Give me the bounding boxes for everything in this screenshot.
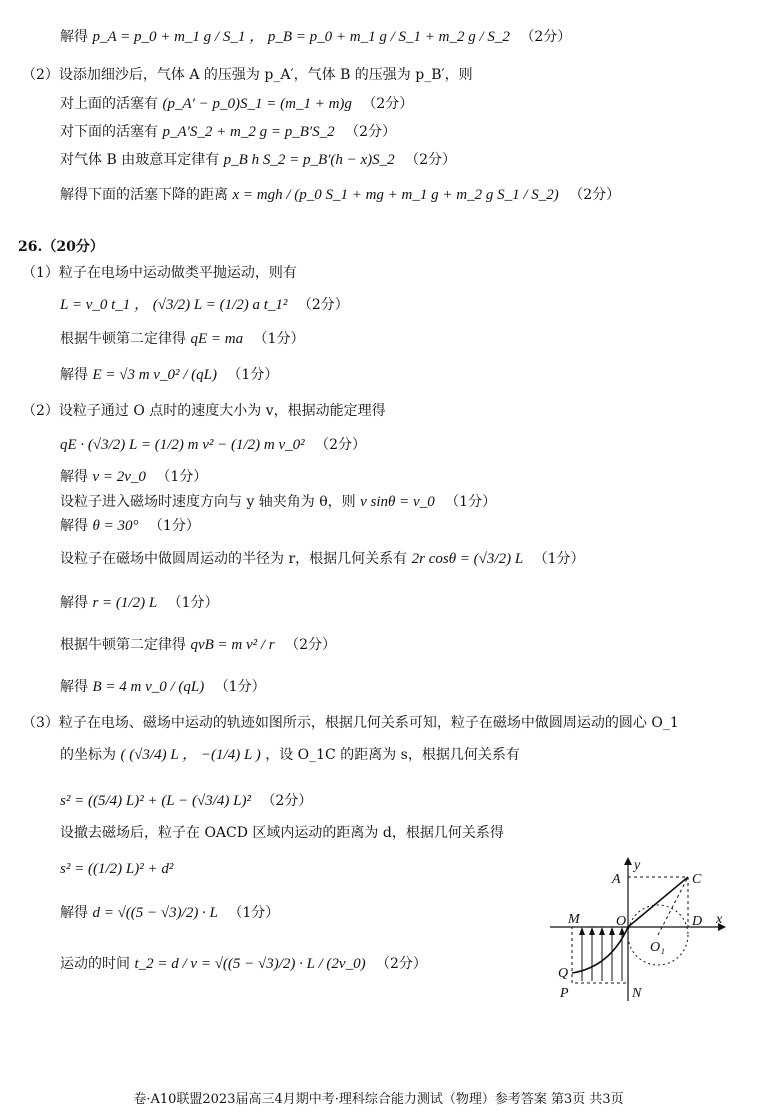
label-d: D: [692, 914, 703, 929]
line-1-points: （2分）: [520, 29, 572, 45]
field-arrows: [582, 931, 622, 981]
label-n: N: [632, 986, 642, 1001]
line-13-math: qE · (√3/2) L = (1/2) m v² − (1/2) m v_0²: [60, 437, 305, 453]
line-3-points: （2分）: [362, 96, 414, 112]
line-26-points: （1分）: [228, 905, 280, 921]
line-11-points: （1分）: [227, 367, 279, 383]
line-23-math: s² = ((5/4) L)² + (L − (√3/4) L)²: [60, 793, 251, 809]
line-20: [60, 678, 266, 696]
line-8: （1）粒子在电场中运动做类平抛运动，则有: [22, 265, 297, 281]
line-9-points: （2分）: [297, 297, 349, 313]
line-19-points: （2分）: [285, 637, 337, 653]
line-26-math: d = √((5 − √3)/2) · L: [92, 905, 218, 921]
line-9-math: L = v_0 t_1 ， (√3/2) L = (1/2) a t_1²: [60, 297, 288, 313]
question-26-heading: 26.（20分）: [18, 239, 104, 255]
line-3-math: (p_A′ − p_0)S_1 = (m_1 + m)g: [162, 96, 352, 112]
line-25-math: s² = ((1/2) L)² + d²: [60, 861, 174, 877]
line-27-points: （2分）: [376, 956, 427, 972]
line-6-label: 解得下面的活塞下降的距离: [60, 187, 228, 203]
line-16-label: 解得: [60, 518, 88, 534]
line-1: [60, 28, 571, 46]
label-m: M: [568, 912, 580, 927]
line-15-label: 设粒子进入磁场时速度方向与 y 轴夹角为 θ，则: [60, 494, 356, 510]
line-10-points: （1分）: [253, 331, 305, 347]
line-1-label: 解得: [60, 29, 88, 45]
line-14-points: （1分）: [156, 469, 208, 485]
field-region: [572, 927, 628, 983]
line-20-math: B = 4 m v_0 / (qL): [92, 679, 205, 695]
line-25: [60, 860, 173, 878]
line-11-label: 解得: [60, 367, 88, 383]
line-22-label: 的坐标为: [60, 747, 116, 763]
o1-c-line: [658, 877, 688, 935]
line-18-label: 解得: [60, 595, 88, 611]
line-15-points: （1分）: [445, 494, 497, 510]
line-23-points: （2分）: [261, 793, 313, 809]
line-19-label: 根据牛顿第二定律得: [60, 637, 186, 653]
label-o1: O₁: [650, 940, 665, 955]
line-4-points: （2分）: [345, 124, 397, 140]
line-18: [60, 594, 219, 612]
line-11: [60, 366, 278, 384]
label-c: C: [692, 872, 702, 887]
line-4-math: p_A′S_2 + m_2 g = p_B′S_2: [162, 124, 335, 140]
line-17-points: （1分）: [533, 551, 585, 567]
line-27-math: t_2 = d / v = √((5 − √3)/2) · L / (2v_0): [134, 956, 366, 972]
line-10: [60, 330, 304, 348]
line-17-math: 2r cosθ = (√3/2) L: [411, 551, 524, 567]
line-15-math: v sinθ = v_0: [360, 494, 435, 510]
line-20-points: （1分）: [214, 679, 266, 695]
label-q: Q: [558, 966, 569, 981]
line-5-math: p_B h S_2 = p_B′(h − x)S_2: [223, 152, 395, 168]
line-26-label: 解得: [60, 905, 88, 921]
line-4-label: 对下面的活塞有: [60, 124, 158, 140]
line-15: [60, 493, 496, 511]
line-5-label: 对气体 B 由玻意耳定律有: [60, 152, 220, 168]
label-a: A: [612, 872, 621, 887]
line-24: 设撤去磁场后，粒子在 OACD 区域内运动的距离为 d，根据几何关系得: [60, 825, 504, 841]
line-26: [60, 904, 279, 922]
line-6: [60, 186, 620, 204]
line-6-math: x = mgh / (p_0 S_1 + mg + m_1 g + m_2 g S_1 / S_2): [232, 187, 559, 203]
line-13: [60, 436, 366, 454]
line-10-label: 根据牛顿第二定律得: [60, 331, 186, 347]
line-19-math: qvB = m v² / r: [190, 637, 275, 653]
line-12: （2）设粒子通过 O 点时的速度大小为 v，根据动能定理得: [22, 403, 386, 419]
label-o: O: [616, 914, 627, 929]
line-6-points: （2分）: [569, 187, 621, 203]
line-22-tail: ，设 O_1C 的距离为 s，根据几何关系有: [265, 747, 520, 763]
line-18-points: （1分）: [167, 595, 219, 611]
line-11-math: E = √3 m v_0² / (qL): [92, 367, 217, 383]
trajectory-figure: [540, 855, 730, 1005]
line-4: [60, 123, 396, 141]
label-y: y: [634, 858, 641, 873]
line-16-math: θ = 30°: [92, 518, 139, 534]
line-13-points: （2分）: [315, 437, 367, 453]
line-10-math: qE = ma: [190, 331, 244, 347]
line-2: （2）设添加细沙后，气体 A 的压强为 p_A′，气体 B 的压强为 p_B′，则: [22, 67, 473, 83]
line-3: [60, 95, 413, 113]
label-p: P: [560, 986, 569, 1001]
line-19: [60, 636, 336, 654]
line-1-math: p_A = p_0 + m_1 g / S_1 ， p_B = p_0 + m_1 g / S_1 + m_2 g / S_2: [92, 29, 510, 45]
line-17: [60, 550, 585, 568]
line-14-label: 解得: [60, 469, 88, 485]
line-3-label: 对上面的活塞有: [60, 96, 158, 112]
line-27: [60, 955, 427, 973]
straight-path: [628, 877, 688, 927]
line-16: [60, 517, 200, 535]
line-14-math: v = 2v_0: [92, 469, 146, 485]
line-18-math: r = (1/2) L: [92, 595, 158, 611]
line-16-points: （1分）: [148, 518, 200, 534]
line-23: [60, 792, 312, 810]
line-14: [60, 468, 207, 486]
line-27-label: 运动的时间: [60, 956, 130, 972]
line-22: [60, 746, 520, 764]
line-22-math: ( (√3/4) L ， −(1/4) L ): [120, 747, 261, 763]
line-9: [60, 296, 349, 314]
line-5: [60, 151, 456, 169]
line-5-points: （2分）: [405, 152, 457, 168]
label-x: x: [716, 912, 723, 927]
y-axis-arrow: [624, 857, 632, 865]
line-17-label: 设粒子在磁场中做圆周运动的半径为 r，根据几何关系有: [60, 551, 408, 567]
line-21: （3）粒子在电场、磁场中运动的轨迹如图所示，根据几何关系可知，粒子在磁场中做圆周运动的圆心 O_1: [22, 715, 679, 731]
line-20-label: 解得: [60, 679, 88, 695]
page-footer: 卷·A10联盟2023届高三4月期中考·理科综合能力测试（物理）参考答案 第3页 共3页: [133, 1092, 624, 1107]
